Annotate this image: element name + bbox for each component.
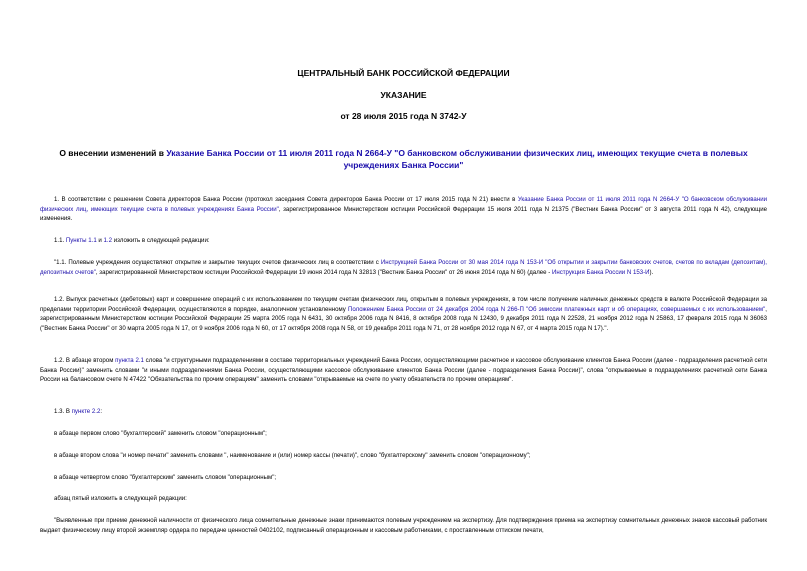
paragraph-1 bbox=[40, 195, 767, 224]
p1-text-end: , зарегистрированное Министерством юстиции Российской Федерации 15 июля 2011 года N 21375 ("Вестник Банка России" от 3 августа 2011 года N 42), следующие изменения. bbox=[40, 205, 767, 222]
document-title bbox=[40, 147, 767, 171]
p2-link-2[interactable]: 1.2 bbox=[103, 237, 113, 244]
paragraph-8: в абзаце втором слова "и номер печати" заменить словами ", наименование и (или) номер кассы (печати)", слово "бухгалтерскому" заменить словом "операционному"; bbox=[54, 452, 531, 459]
p2-text-mid: и bbox=[96, 237, 104, 244]
p1-link[interactable]: Указание Банка России от 11 июля 2011 года N 2664-У "О банковском обслуживании физических лиц, имеющих текущие счета в полевых учреждениях Банка России" bbox=[40, 196, 767, 213]
p6-text-end: : bbox=[100, 408, 103, 415]
p5-text: 1.2. В абзаце втором bbox=[54, 357, 116, 364]
p1-text: 1. В соответствии с решением Совета директоров Банка России (протокол заседания Совета директоров Банка России от 17 июля 2015 года N 21) внести в bbox=[54, 196, 518, 203]
paragraph-11: "Выявленные при приеме денежной наличности от физического лица сомнительные денежные знаки принимаются полевым учреждением на экспертизу. Для подтверждения приема на экспертизу сомнительных денежных знаков кассовый работник выдает физическому лицу второй экземпляр ордера по передаче ценностей 0402102, подписанный операционным и кассовым работниками, с проставленным оттиском печати, bbox=[40, 517, 767, 534]
p6-text: 1.3. В bbox=[54, 408, 72, 415]
p3-link-1[interactable]: Инструкцией Банка России от 30 мая 2014 года N 153-И "Об открытии и закрытии банковских счетов, счетов по вкладам (депозитам), депозитных счетов" bbox=[40, 259, 768, 276]
p2-link-1[interactable]: Пункты 1.1 bbox=[65, 237, 97, 244]
p3-link-2[interactable]: Инструкция Банка России N 153-И bbox=[551, 268, 650, 276]
title-prefix: О внесении изменений в bbox=[59, 148, 167, 158]
title-link[interactable]: Указание Банка России от 11 июля 2011 года N 2664-У "О банковском обслуживании физических лиц, имеющих текущие счета в полевых учреждениях Банка России" bbox=[166, 148, 748, 170]
p4-text-end: , зарегистрированным Министерством юстиции Российской Федерации 25 марта 2005 года N 6431, 30 октября 2006 года N 8416, 8 октября 2008 года N 12430, 9 декабря 2011 года N 22528, 21 ноября 2012 года N 25863, 17 февраля 2015 года N 36063 ("Вестник Банка России" от 30 марта 2005 года N 17, от 9 ноября 2006 года N 60, от 17 октября 2008 года N 58, от 19 декабря 2011 года N 71, от 28 ноября 2012 года N 67, от 4 марта 2015 года N 17).". bbox=[40, 305, 767, 332]
document-type: УКАЗАНИЕ bbox=[380, 90, 427, 100]
p3-text-mid: , зарегистрированной Министерством юстиции Российской Федерации 19 июня 2014 года N 32813 ("Вестник Банка России" от 26 июня 2014 года N 60) (далее - bbox=[95, 268, 552, 276]
p3-text-end: ). bbox=[649, 268, 654, 276]
p6-link[interactable]: пункте 2.2 bbox=[71, 408, 101, 415]
paragraph-9: в абзаце четвертом слово "бухгалтерским" заменить словом "операционным"; bbox=[54, 474, 277, 481]
paragraph-10: абзац пятый изложить в следующей редакции: bbox=[54, 495, 187, 502]
p5-link[interactable]: пункта 2.1 bbox=[115, 357, 144, 364]
p3-text: "1.1. Полевые учреждения осуществляют открытие и закрытие текущих счетов физических лиц в соответствии с bbox=[54, 259, 381, 266]
p4-text: 1.2. Выпуск расчетных (дебетовых) карт и совершение операций с их использованием по текущим счетам физических лиц, открытым в полевых учреждениях, в том числе получение наличных денежных средств в валюте Российской Федерации за пределами территории Российской Федерации, осуществляются в порядке, аналогичном установленному bbox=[40, 296, 767, 313]
bank-name: ЦЕНТРАЛЬНЫЙ БАНК РОССИЙСКОЙ ФЕДЕРАЦИИ bbox=[297, 68, 510, 78]
p2-text-end: изложить в следующей редакции: bbox=[112, 237, 210, 244]
p2-text: 1.1. bbox=[54, 237, 66, 244]
paragraph-3 bbox=[40, 258, 767, 277]
paragraph-5 bbox=[40, 356, 767, 385]
paragraph-4 bbox=[40, 295, 767, 333]
document-date: от 28 июля 2015 года N 3742-У bbox=[340, 111, 467, 121]
paragraph-2 bbox=[40, 236, 767, 246]
p4-link[interactable]: Положением Банка России от 24 декабря 2004 года N 266-П "Об эмиссии платежных карт и об операциях, совершаемых с их использованием" bbox=[347, 305, 766, 313]
p5-text-end: слова "и структурными подразделениями в составе территориальных учреждений Банка России, осуществляющими расчетное и кассовое обслуживание клиентов Банка России (далее - подразделения расчетной сети Банка России)" заменить словами "и иными подразделениями Банка России, осуществляющими кассовое обслуживание клиентов Банка России (далее - подразделения Банка России)", слова "открываемые в подразделениях расчетной сети Банка России на балансовом счете N 47422 "Обязательства по прочим операциям" заменить словами "открываемые на счете по учету обязательств по прочим операциям". bbox=[40, 357, 767, 383]
paragraph-6 bbox=[40, 407, 767, 417]
paragraph-7: в абзаце первом слово "бухгалтерский" заменить словом "операционным"; bbox=[54, 430, 267, 437]
